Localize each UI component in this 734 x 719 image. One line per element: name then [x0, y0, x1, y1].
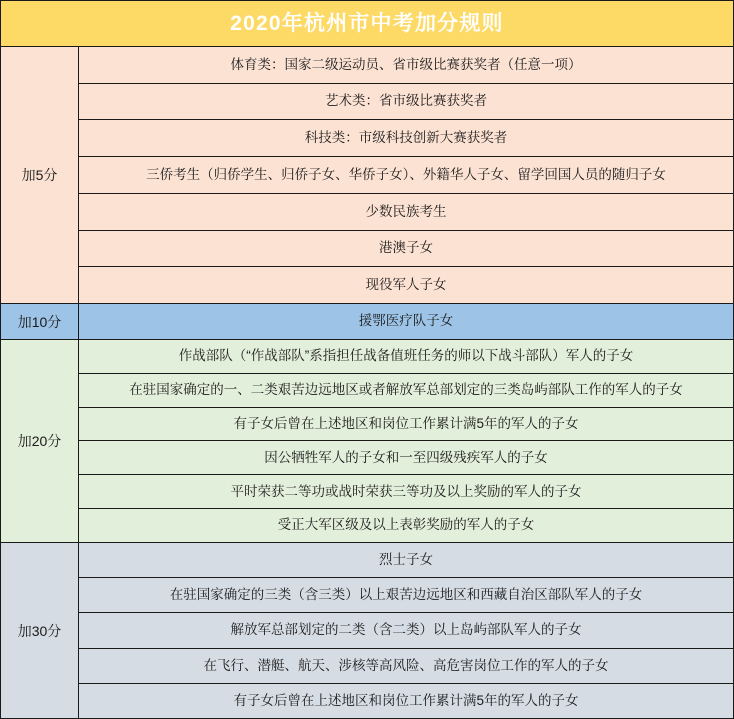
table-row: 有子女后曾在上述地区和岗位工作累计满5年的军人的子女 [233, 692, 579, 708]
section-bonus-30 [1, 543, 733, 718]
table-row: 因公牺牲军人的子女和一至四级残疾军人的子女 [79, 441, 733, 475]
table-row: 烈士子女 [79, 543, 733, 578]
table-row: 有子女后曾在上述地区和岗位工作累计满5年的军人的子女 [79, 408, 733, 442]
section-bonus-10 [1, 304, 733, 340]
table-row: 解放军总部划定的二类（含二类）以上岛屿部队军人的子女 [79, 613, 733, 648]
table-row: 受正大军区级及以上表彰奖励的军人的子女 [277, 517, 535, 533]
page-title: 2020年杭州市中考加分规则 [230, 12, 504, 35]
section-bonus-5 [1, 47, 733, 304]
table-row: 艺术类：省市级比赛获奖者 [79, 84, 733, 121]
table-row: 科技类：市级科技创新大赛获奖者 [79, 120, 733, 157]
table-row: 港澳子女 [79, 231, 733, 268]
section-rows-bonus-20 [79, 340, 733, 542]
table-row: 在飞行、潜艇、航天、涉核等高风险、高危害岗位工作的军人的子女 [79, 649, 733, 684]
section-rows-bonus-10 [79, 304, 733, 339]
section-rows-bonus-30 [79, 543, 733, 718]
section-label-bonus-20: 加20分 [1, 340, 79, 542]
table-row: 平时荣获二等功或战时荣获三等功及以上奖励的军人的子女 [79, 475, 733, 509]
section-bonus-20 [1, 340, 733, 543]
bonus-rules-table [0, 47, 734, 719]
table-row: 现役军人子女 [365, 277, 447, 293]
table-row: 作战部队（“作战部队”系指担任战备值班任务的师以下战斗部队）军人的子女 [79, 340, 733, 374]
table-row: 三侨考生（归侨学生、归侨子女、华侨子女）、外籍华人子女、留学回国人员的随归子女 [79, 157, 733, 194]
table-row: 体育类：国家二级运动员、省市级比赛获奖者（任意一项） [79, 47, 733, 84]
page-title-bar [0, 0, 734, 47]
section-label-bonus-10: 加10分 [1, 304, 79, 339]
table-row: 在驻国家确定的三类（含三类）以上艰苦边远地区和西藏自治区部队军人的子女 [79, 578, 733, 613]
table-row: 在驻国家确定的一、二类艰苦边远地区或者解放军总部划定的三类岛屿部队工作的军人的子女 [79, 374, 733, 408]
table-row: 少数民族考生 [79, 194, 733, 231]
section-rows-bonus-5 [79, 47, 733, 303]
section-label-bonus-5: 加5分 [1, 47, 79, 303]
table-row: 援鄂医疗队子女 [358, 313, 454, 329]
section-label-bonus-30: 加30分 [1, 543, 79, 718]
